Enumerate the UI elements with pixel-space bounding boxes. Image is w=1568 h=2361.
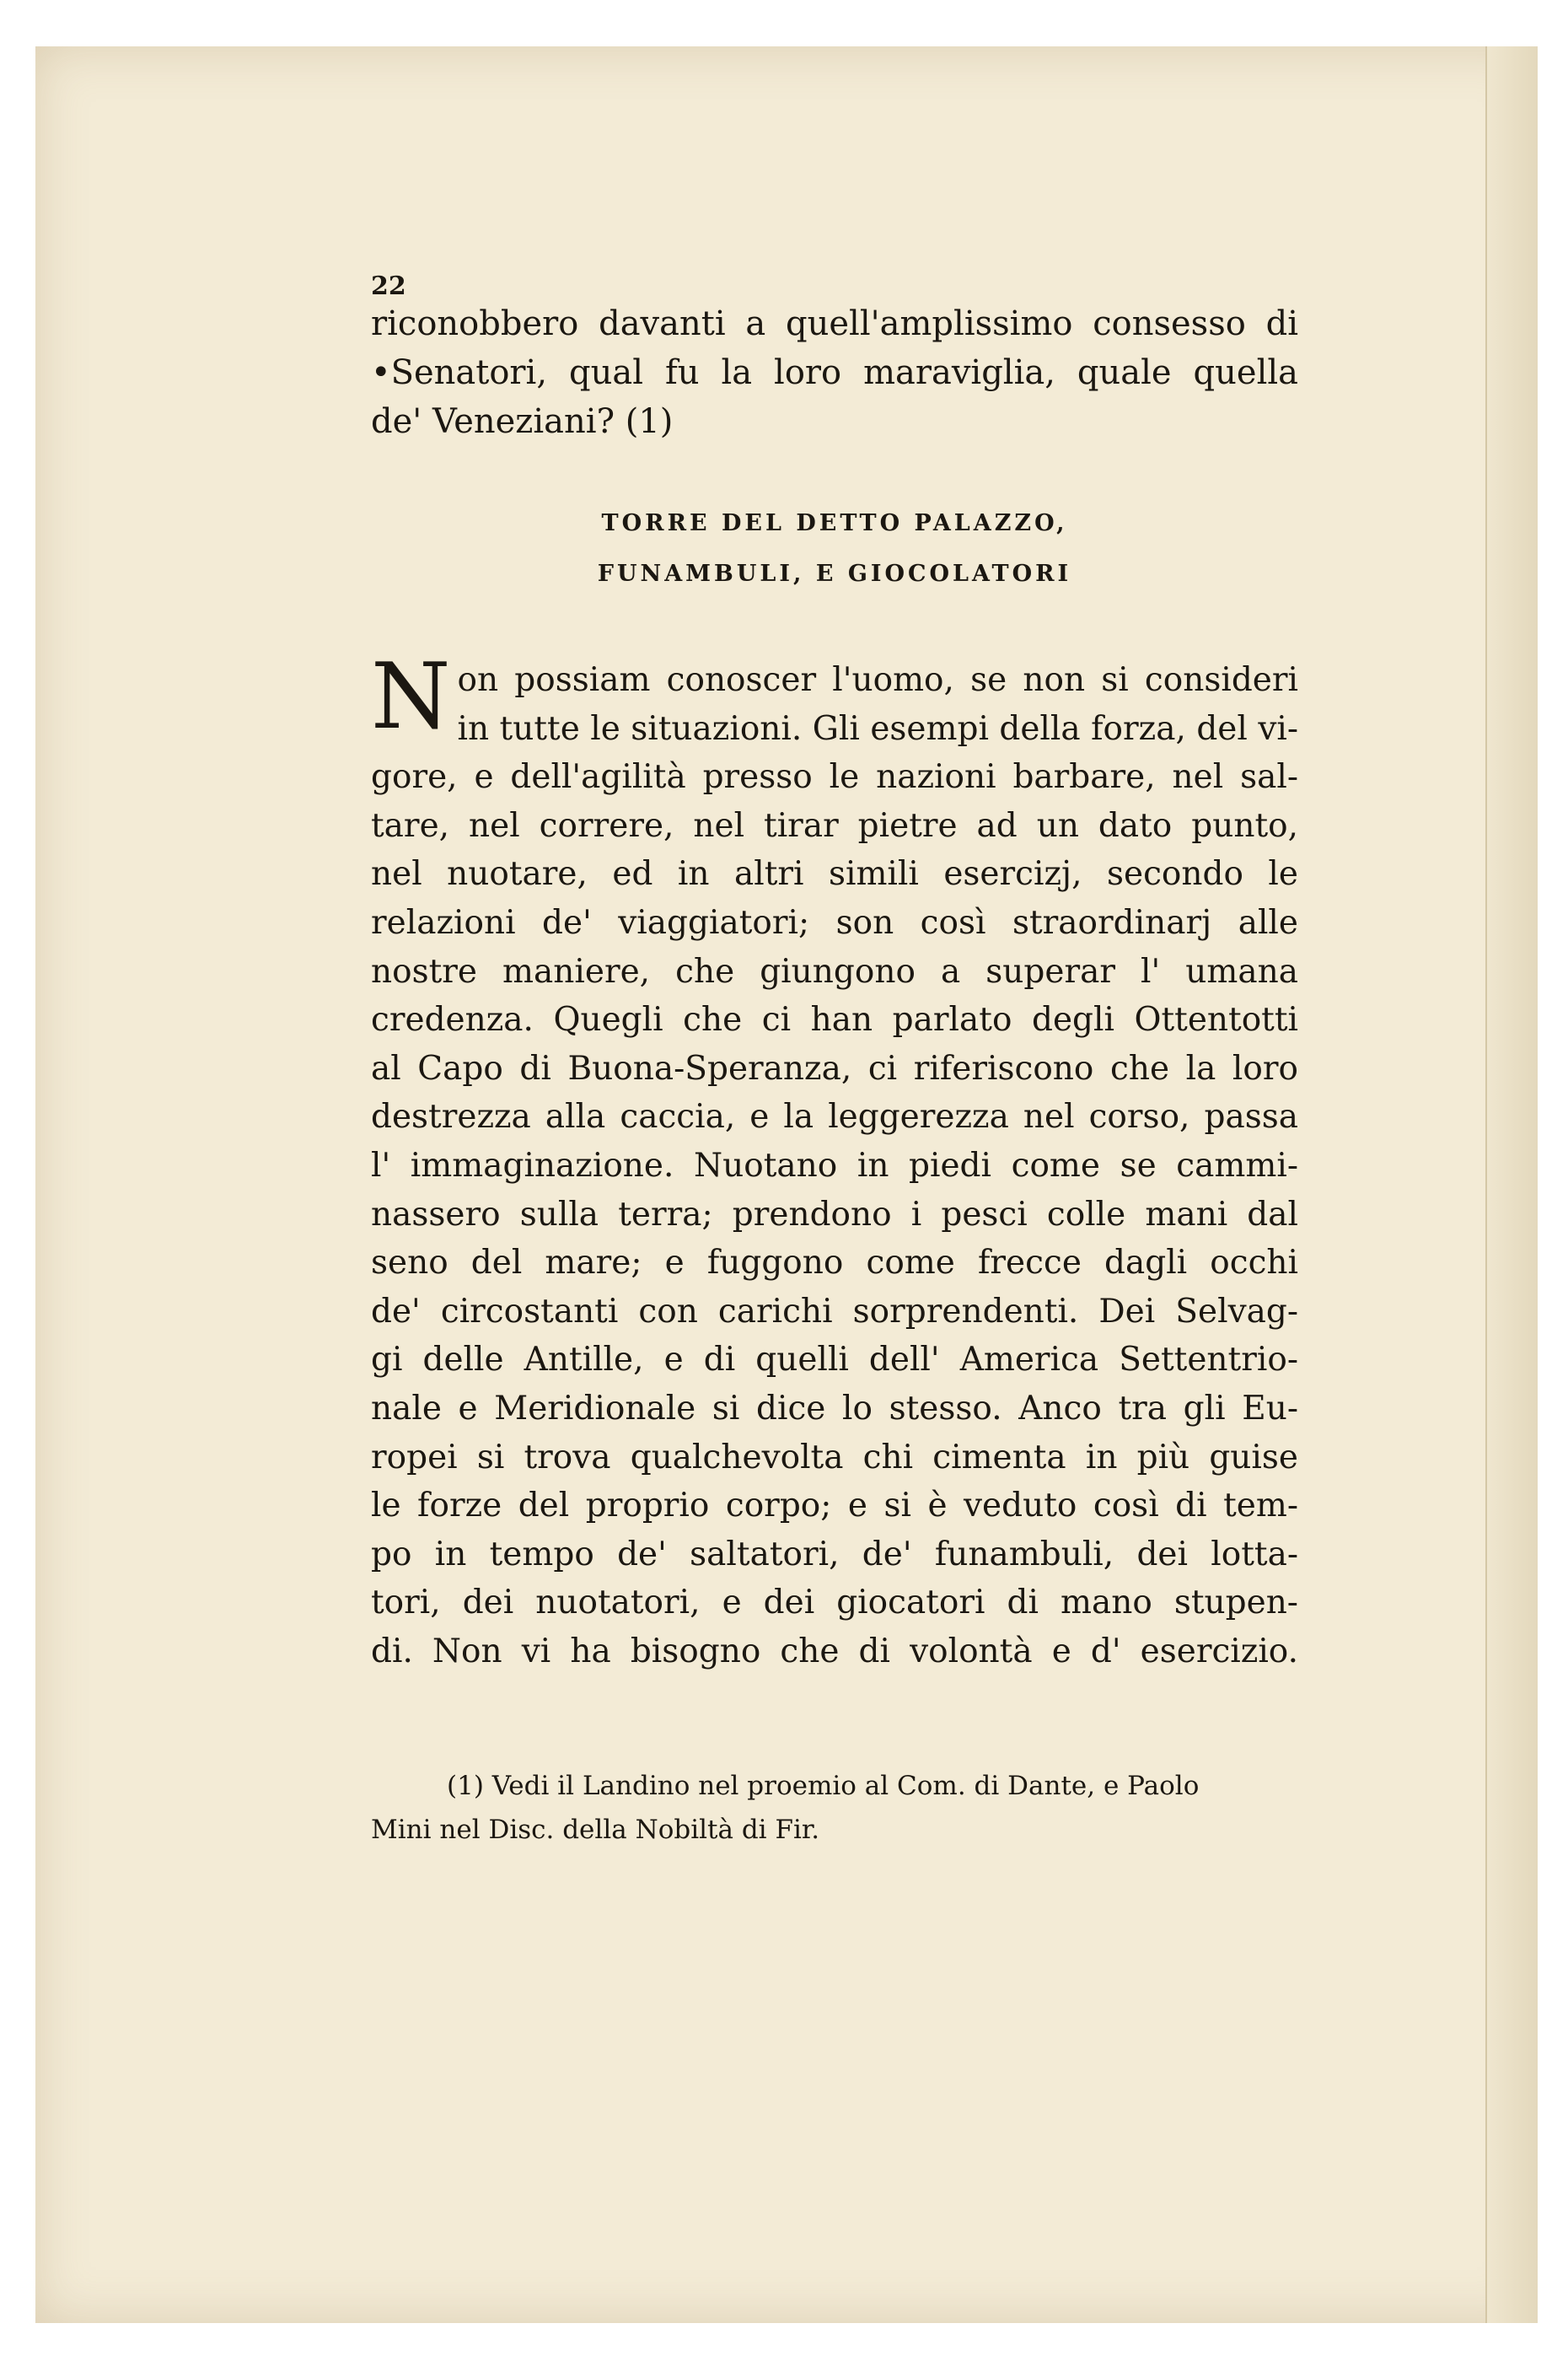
text-line: gi delle Antille, e di quelli dell' America Settentrio- <box>371 1341 1298 1379</box>
section-heading-line-1: TORRE DEL DETTO PALAZZO, <box>601 510 1068 536</box>
body-paragraph <box>371 644 1298 1675</box>
text-line: relazioni de' viaggiatori; son così straordinarj alle <box>371 903 1298 942</box>
text-line: po in tempo de' saltatori, de' funambuli, dei lotta- <box>371 1535 1298 1573</box>
footnote-line: (1) Vedi il Landino nel proemio al Com. di Dante, e Paolo <box>447 1771 1200 1801</box>
footnote-line: Mini nel Disc. della Nobiltà di Fir. <box>371 1815 820 1845</box>
text-line: le forze del proprio corpo; e si è veduto così di tem- <box>371 1487 1298 1525</box>
opening-paragraph <box>371 299 1298 446</box>
text-line: nassero sulla terra; prendono i pesci colle mani dal <box>371 1195 1298 1234</box>
text-line: nostre maniere, che giungono a superar l' umana <box>371 952 1298 991</box>
footnote <box>371 1764 1298 1852</box>
text-line: nale e Meridionale si dice lo stesso. Anco tra gli Eu- <box>371 1389 1298 1428</box>
text-line: al Capo di Buona-Speranza, ci riferiscono che la loro <box>371 1049 1298 1088</box>
page-number: 22 <box>371 272 406 301</box>
text-line: •Senatori, qual fu la loro maraviglia, quale quella <box>371 353 1298 392</box>
text-line: ropei si trova qualchevolta chi cimenta in più guise <box>371 1438 1298 1476</box>
text-line: de' Veneziani? (1) <box>371 402 674 441</box>
drop-cap: N <box>371 644 451 750</box>
text-line: l' immaginazione. Nuotano in piedi come se cammi- <box>371 1146 1298 1185</box>
text-line: credenza. Quegli che ci han parlato degli Ottentotti <box>371 1001 1298 1040</box>
text-line: destrezza alla caccia, e la leggerezza nel corso, passa <box>371 1098 1298 1137</box>
text-line: de' circostanti con carichi sorprendenti. Dei Selvag- <box>371 1292 1298 1331</box>
section-heading-line-2: FUNAMBULI, E GIOCOLATORI <box>597 561 1072 587</box>
page-edge <box>1485 46 1538 2323</box>
text-line: gore, e dell'agilità presso le nazioni barbare, nel sal- <box>371 758 1298 797</box>
text-line: seno del mare; e fuggono come frecce dagli occhi <box>371 1244 1298 1283</box>
text-line: tare, nel correre, nel tirar pietre ad un dato punto, <box>371 806 1298 845</box>
text-line: nel nuotare, ed in altri simili esercizj, secondo le <box>371 855 1298 894</box>
text-line: tori, dei nuotatori, e dei giocatori di mano stupen- <box>371 1584 1298 1622</box>
text-line: in tutte le situazioni. Gli esempi della forza, del vi- <box>457 709 1298 748</box>
text-line: riconobbero davanti a quell'amplissimo consesso di <box>371 304 1298 343</box>
text-line: on possiam conoscer l'uomo, se non si consideri <box>457 661 1298 699</box>
text-line: di. Non vi ha bisogno che di volontà e d' esercizio. <box>371 1632 1298 1670</box>
